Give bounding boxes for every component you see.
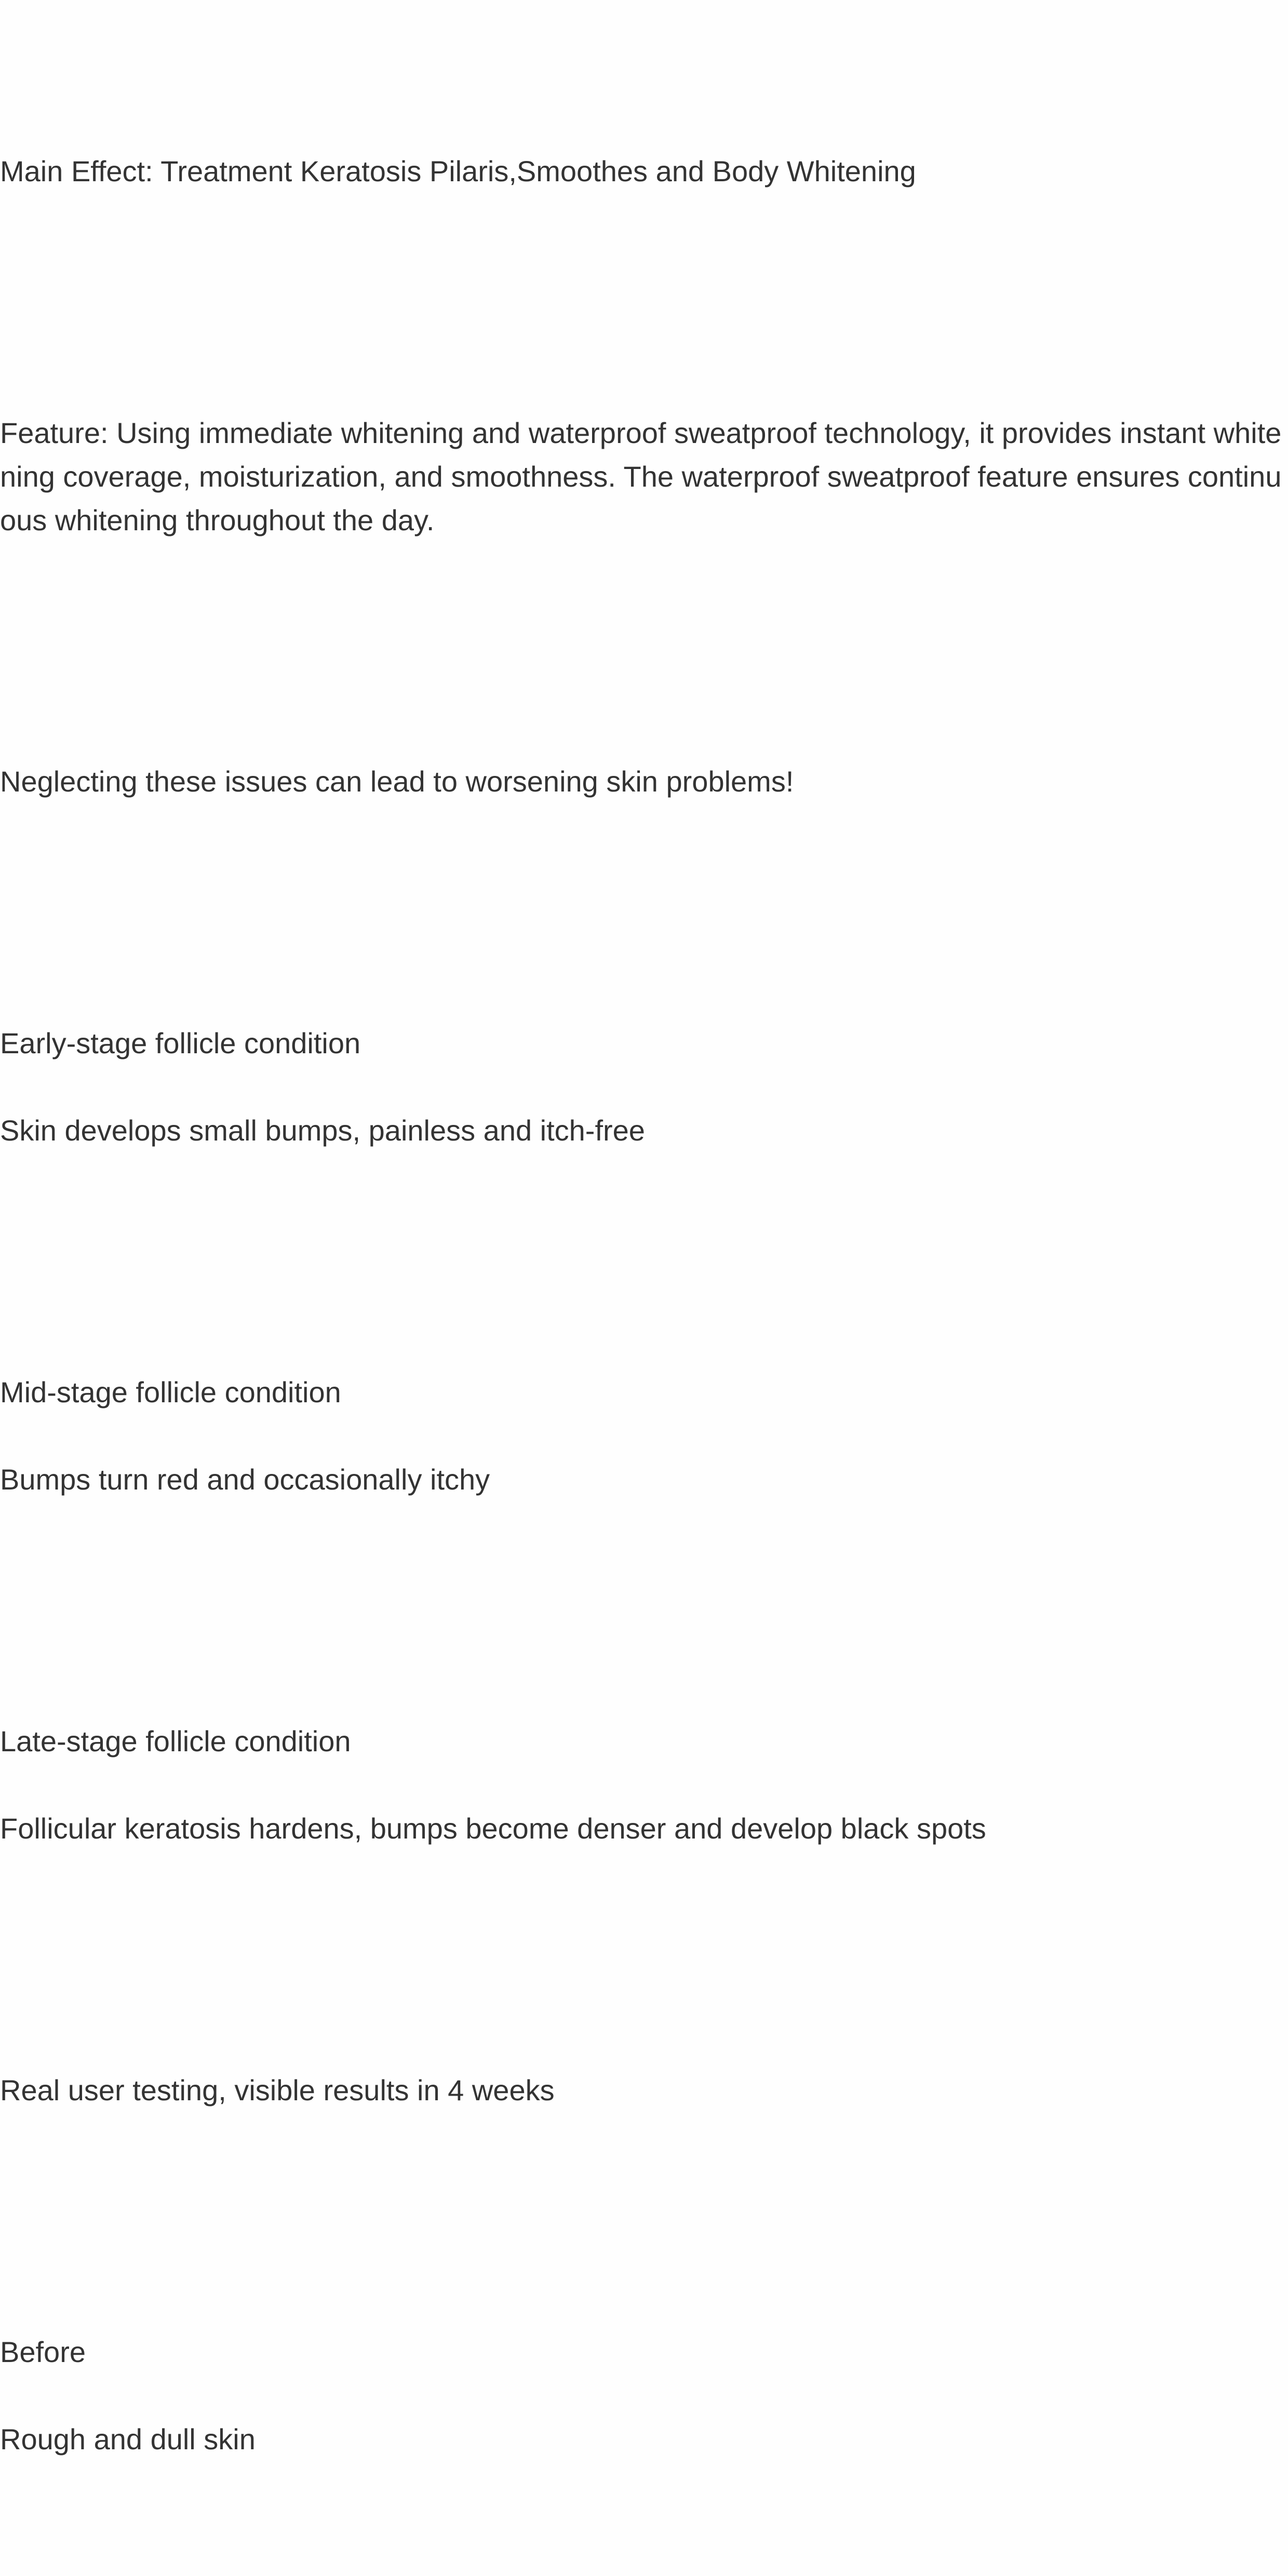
before-description: Rough and dull skin (0, 2423, 256, 2456)
stage-description: Follicular keratosis hardens, bumps become denser and develop black spots (0, 1812, 986, 1845)
warning-text: Neglecting these issues can lead to worsening skin problems! (0, 765, 794, 798)
stage-title: Late-stage follicle condition (0, 1725, 351, 1757)
stage-title: Early-stage follicle condition (0, 1027, 361, 1059)
stage-description: Bumps turn red and occasionally itchy (0, 1463, 490, 1496)
testing-text: Real user testing, visible results in 4 weeks (0, 2074, 555, 2107)
main-effect-text: Main Effect: Treatment Keratosis Pilaris,Smoothes and Body Whitening (0, 155, 916, 187)
feature-text: Feature: Using immediate whitening and waterproof sweatproof technology, it provides instant whitening coverage, moisturization, and smoothness. The waterproof sweatproof feature ensures continuous whitening throughout the day. (0, 417, 1282, 536)
stage-title: Mid-stage follicle condition (0, 1376, 341, 1408)
stage-description: Skin develops small bumps, painless and itch-free (0, 1114, 645, 1147)
before-title: Before (0, 2336, 86, 2368)
